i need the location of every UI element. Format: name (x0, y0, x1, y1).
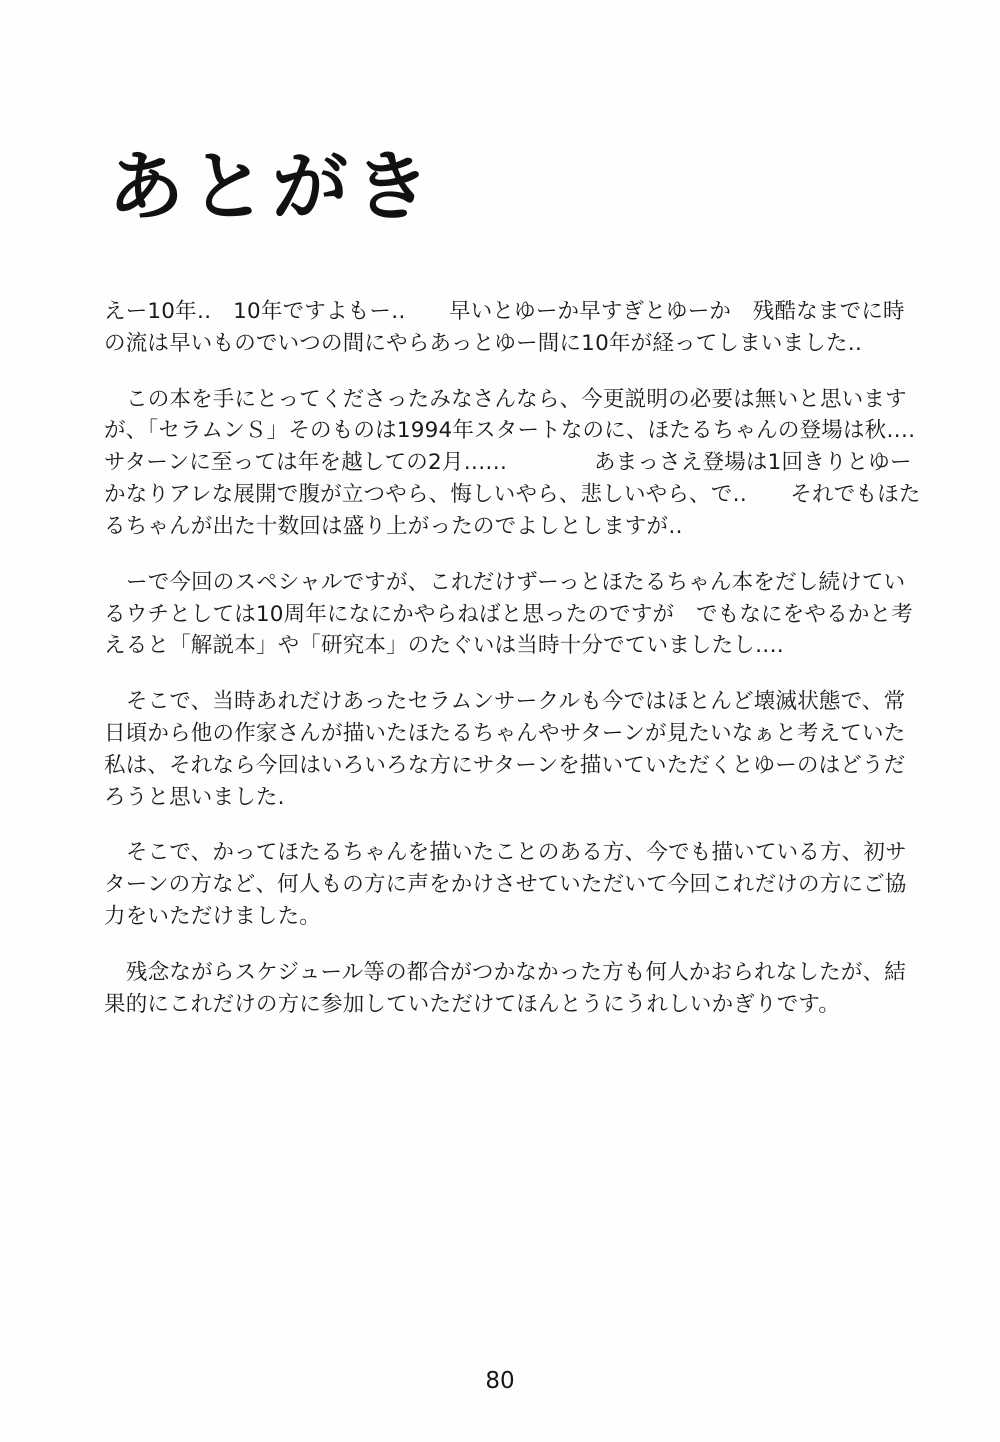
paragraph: そこで、かってほたるちゃんを描いたことのある方、今でも描いている方、初サターンの方など、何人もの方に声をかけさせていただいて今回これだけの方にご協力をいただけました。 (104, 840, 907, 929)
paragraph: えー10年‥ 10年ですよもー‥ 早いとゆーか早すぎとゆーか 残酷なまでに時の流は早いものでいつの間にやらあっとゆー間に10年が経ってしまいました‥ (104, 299, 905, 356)
paragraph: そこで、当時あれだけあったセラムンサークルも今ではほとんど壊滅状態で、常日頃から他の作家さんが描いたほたるちゃんやサターンが見たいなぁと考えていた私は、それなら今回はいろいろな方にサターンを描いていただくとゆーのはどうだろうと思いました. (104, 689, 906, 810)
body-text (104, 296, 981, 1044)
paragraph: この本を手にとってくださったみなさんなら、今更説明の必要は無いと思いますが、「セラムンＳ」そのものは1994年スタートなのに、ほたるちゃんの登場は秋‥‥ サターンに至っては年を越しての2月‥‥‥ あまっさえ登場は1回きりとゆーかなりアレな展開で腹が立つやら、悔しいやら、悲しいやら、で‥ それでもほたるちゃんが出た十数回は盛り上がったのでよしとしますが‥ (104, 386, 981, 539)
paragraph: 残念ながらスケジュール等の都合がつかなかった方も何人かおられなしたが、結果的にこれだけの方に参加していただけてほんとうにうれしいかぎりです。 (104, 959, 906, 1017)
paragraph: ーで今回のスペシャルですが、これだけずーっとほたるちゃん本をだし続けているウチとしては10周年になにかやらねばと思ったのですが でもなにをやるかと考えると「解説本」や「研究本」のたぐいは当時十分でていましたし‥‥ (104, 569, 913, 659)
page-number: 80 (485, 1368, 515, 1394)
page-title: あとがき (108, 141, 436, 231)
